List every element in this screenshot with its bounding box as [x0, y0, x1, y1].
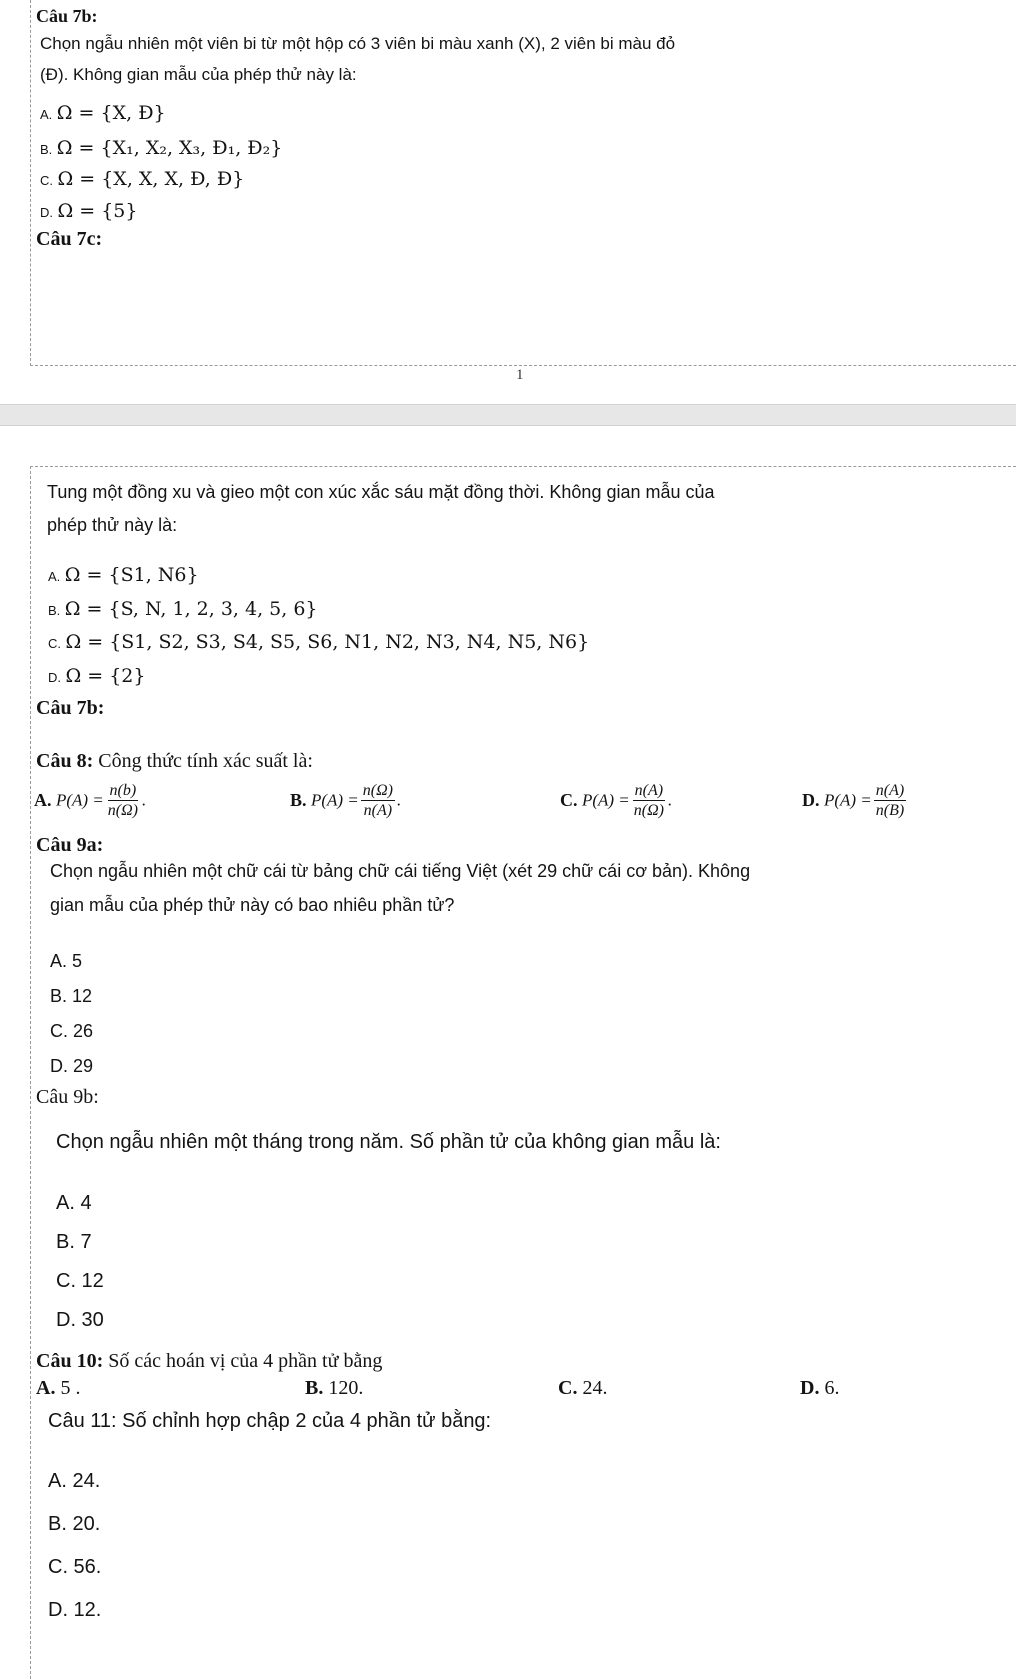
q7c-option-c — [48, 631, 589, 653]
q8-text: Công thức tính xác suất là: — [93, 750, 313, 772]
fraction — [361, 781, 395, 820]
option-label: B. — [48, 603, 61, 618]
option-label: D. — [40, 205, 53, 220]
option-math: Ω = {X, Đ} — [56, 102, 166, 124]
q8-option-d — [802, 781, 908, 820]
fraction-denominator: n(Ω) — [633, 802, 664, 819]
q9b-option-c: C. 12 — [56, 1270, 104, 1292]
option-lhs: P(A) = — [55, 790, 104, 810]
option-math: Ω = {5} — [57, 200, 138, 222]
option-label: A. — [40, 107, 53, 122]
option-tail: . — [397, 790, 402, 810]
option-math: Ω = {X, X, X, Đ, Đ} — [57, 168, 245, 190]
option-label: D. — [48, 670, 61, 685]
q9a-heading: Câu 9a: — [36, 834, 104, 856]
option-label: B. — [305, 1377, 324, 1399]
q8-question — [36, 750, 313, 773]
q9a-option-d: D. 29 — [50, 1056, 94, 1076]
option-value: 5 . — [55, 1377, 81, 1399]
fraction-denominator: n(B) — [875, 802, 905, 819]
fraction-numerator: n(Ω) — [362, 782, 394, 799]
option-label: D. — [800, 1377, 820, 1399]
fraction-numerator: n(b) — [109, 782, 137, 799]
q7b-text-line2: (Đ). Không gian mẫu của phép thử này là: — [40, 65, 357, 84]
q8-heading: Câu 8: — [36, 750, 94, 772]
fraction-numerator: n(A) — [875, 782, 905, 799]
option-label: A. — [36, 1377, 56, 1399]
q9a-text-line2: gian mẫu của phép thử này có bao nhiêu phần tử? — [50, 895, 455, 915]
option-lhs: P(A) = — [310, 790, 359, 810]
option-tail: . — [142, 790, 147, 810]
page-gap — [0, 404, 1016, 426]
q8-option-b — [290, 781, 401, 820]
q10-heading: Câu 10: — [36, 1350, 104, 1372]
q7b-option-b — [40, 137, 282, 159]
q10-question — [36, 1350, 382, 1373]
q7c-option-a — [48, 564, 199, 586]
q11-question: Câu 11: Số chỉnh hợp chập 2 của 4 phần tử bằng: — [48, 1410, 492, 1432]
fraction-denominator: n(Ω) — [107, 802, 138, 819]
q9b-text: Chọn ngẫu nhiên một tháng trong năm. Số phần tử của không gian mẫu là: — [56, 1131, 721, 1153]
q10-text: Số các hoán vị của 4 phần tử bằng — [103, 1350, 383, 1372]
fraction — [874, 781, 906, 820]
q10-option-a — [36, 1377, 80, 1400]
q7b-bottom-heading: Câu 7b: — [36, 697, 105, 719]
option-label: B. — [40, 142, 53, 157]
q7b-option-c — [40, 168, 244, 190]
option-label: C. — [48, 636, 61, 651]
q8-option-c — [560, 781, 672, 820]
option-math: Ω = {X₁, X₂, X₃, Đ₁, Đ₂} — [56, 137, 283, 159]
q7b-option-d — [40, 200, 137, 222]
q11-option-c: C. 56. — [48, 1556, 102, 1578]
q9a-option-c: C. 26 — [50, 1021, 94, 1041]
option-label: C. — [560, 790, 578, 810]
q9b-heading: Câu 9b: — [36, 1086, 99, 1108]
option-math: Ω = {2} — [65, 665, 146, 687]
option-label: C. — [558, 1377, 578, 1399]
q9a-text-line1: Chọn ngẫu nhiên một chữ cái từ bảng chữ cái tiếng Việt (xét 29 chữ cái cơ bản). Không — [50, 861, 751, 881]
q11-option-d: D. 12. — [48, 1599, 102, 1621]
q9b-option-d: D. 30 — [56, 1309, 104, 1331]
q7c-text-line2: phép thử này là: — [47, 515, 178, 535]
q7b-option-a — [40, 102, 166, 124]
fraction-numerator: n(A) — [634, 782, 664, 799]
option-math: Ω = {S1, N6} — [64, 564, 199, 586]
fraction-denominator: n(A) — [363, 802, 393, 819]
option-label: A. — [34, 790, 52, 810]
q10-option-c — [558, 1377, 607, 1400]
q9b-option-a: A. 4 — [56, 1192, 92, 1214]
q11-option-a: A. 24. — [48, 1470, 101, 1492]
q7b-text-line1: Chọn ngẫu nhiên một viên bi từ một hộp có 3 viên bi màu xanh (X), 2 viên bi màu đỏ — [40, 34, 676, 53]
q10-option-d — [800, 1377, 839, 1400]
option-math: Ω = {S, N, 1, 2, 3, 4, 5, 6} — [64, 598, 318, 620]
option-label: D. — [802, 790, 820, 810]
option-label: A. — [48, 569, 61, 584]
q7c-text-line1: Tung một đồng xu và gieo một con xúc xắc sáu mặt đồng thời. Không gian mẫu của — [47, 482, 715, 502]
option-value: 24. — [577, 1377, 608, 1399]
q7c-option-d — [48, 665, 145, 687]
option-tail: . — [668, 790, 673, 810]
q8-option-a — [34, 781, 146, 820]
option-value: 120. — [323, 1377, 364, 1399]
option-label: C. — [40, 173, 53, 188]
option-value: 6. — [819, 1377, 840, 1399]
q9b-option-b: B. 7 — [56, 1231, 92, 1253]
q9a-option-b: B. 12 — [50, 986, 93, 1006]
option-label: B. — [290, 790, 307, 810]
page-number: 1 — [516, 367, 524, 383]
q10-option-b — [305, 1377, 363, 1400]
q11-option-b: B. 20. — [48, 1513, 101, 1535]
q7c-heading: Câu 7c: — [36, 228, 103, 250]
q9a-option-a: A. 5 — [50, 951, 83, 971]
q7b-heading: Câu 7b: — [36, 6, 98, 26]
option-lhs: P(A) = — [823, 790, 872, 810]
option-lhs: P(A) = — [581, 790, 630, 810]
fraction — [106, 781, 140, 820]
option-math: Ω = {S1, S2, S3, S4, S5, S6, N1, N2, N3, N4, N5, N6} — [65, 631, 590, 653]
q7c-option-b — [48, 598, 318, 620]
fraction — [632, 781, 666, 820]
